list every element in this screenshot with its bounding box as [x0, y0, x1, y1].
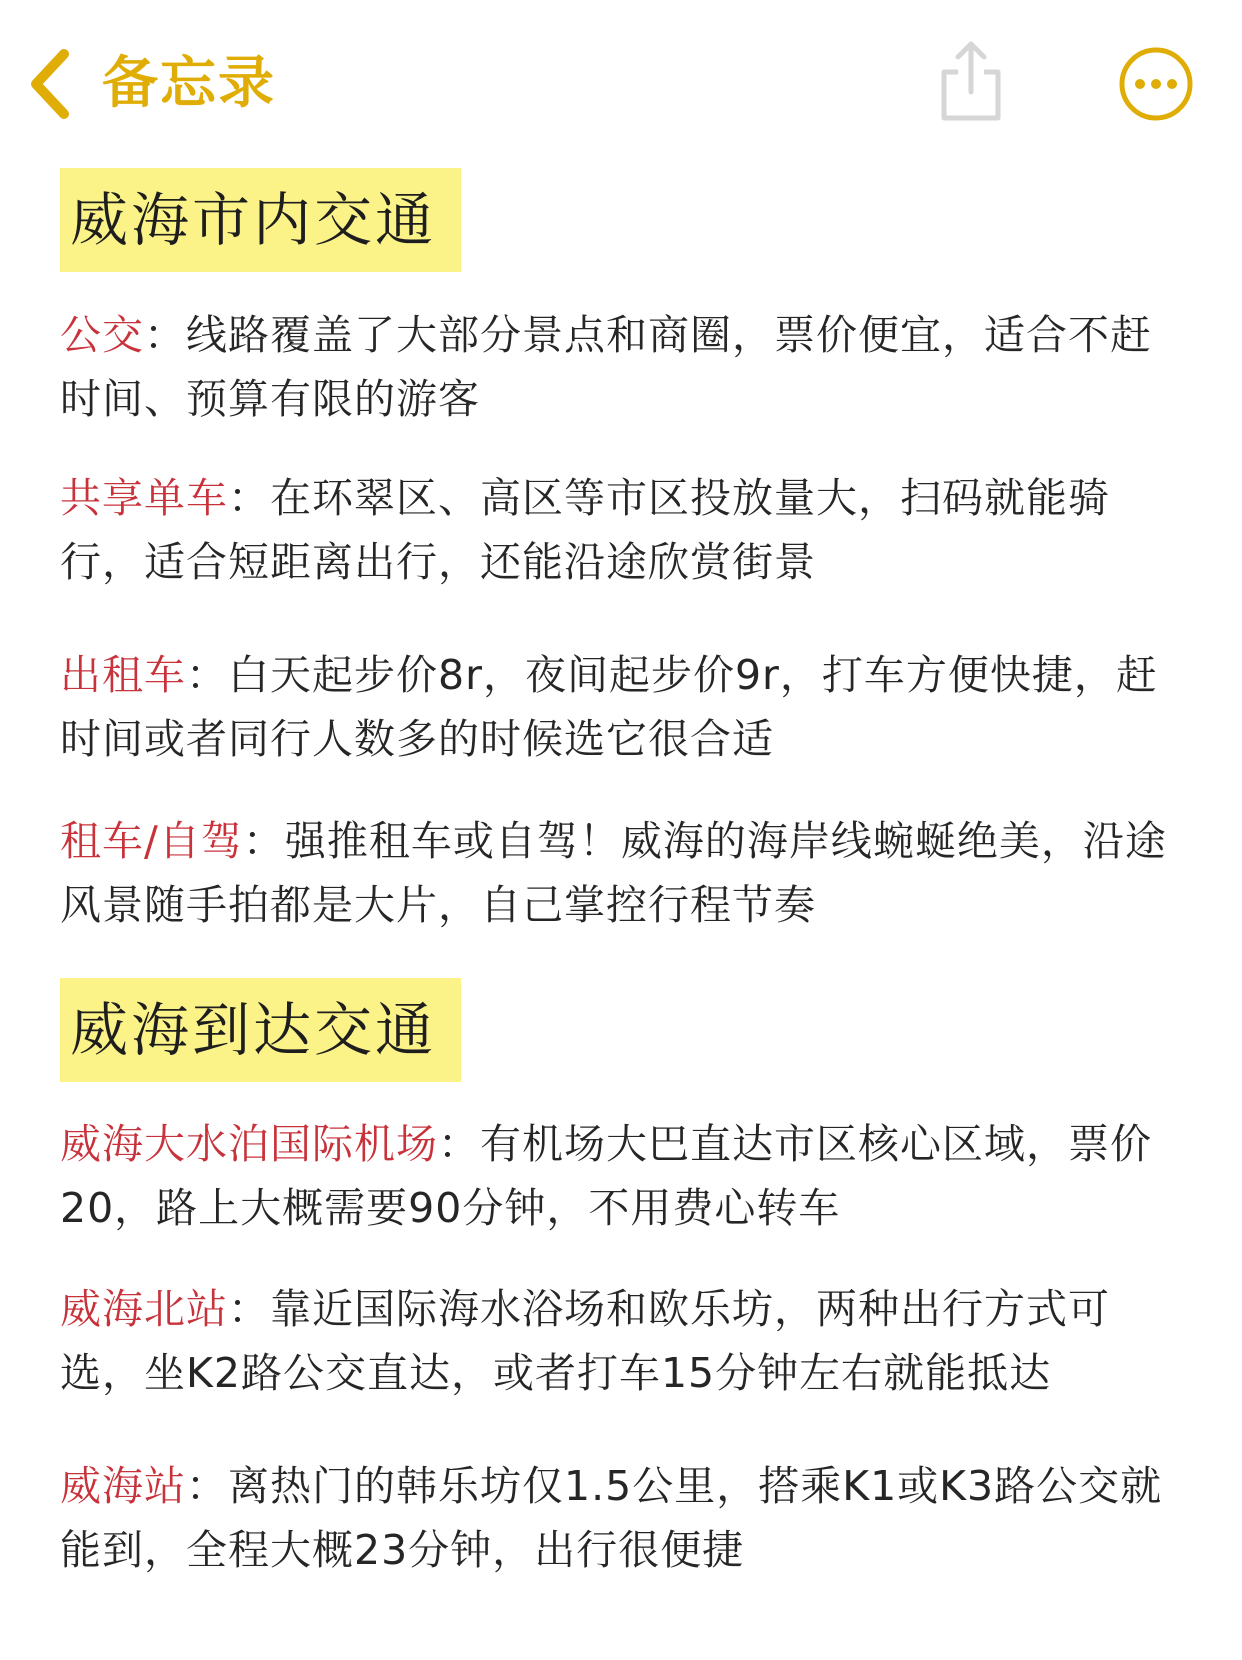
- entry-car-rental: 租车/自驾：强推租车或自驾！威海的海岸线蜿蜒绝美，沿途风景随手拍都是大片，自己掌控行程节奏: [60, 817, 1167, 929]
- share-icon: [936, 38, 1006, 124]
- entry-text: 有机场大巴直达市区核心区域，票价20，路上大概需要90分钟，不用费心转车: [60, 1120, 1152, 1232]
- entry-weihai-station: 威海站：离热门的韩乐坊仅1.5公里，搭乘K1或K3路公交就能到，全程大概23分钟，出行很便捷: [60, 1462, 1163, 1574]
- back-button[interactable]: [28, 48, 276, 120]
- entry-label: 威海大水泊国际机场: [60, 1120, 438, 1168]
- entry-text: 离热门的韩乐坊仅1.5公里，搭乘K1或K3路公交就能到，全程大概23分钟，出行很便捷: [60, 1462, 1163, 1574]
- back-button-label: 备忘录: [102, 51, 276, 116]
- entry-label: 公交: [60, 311, 144, 359]
- entry-taxi: 出租车：白天起步价8r，夜间起步价9r，打车方便快捷，赶时间或者同行人数多的时候选它很合适: [60, 651, 1158, 763]
- entry-text: 在环翠区、高区等市区投放量大，扫码就能骑行，适合短距离出行，还能沿途欣赏街景: [60, 474, 1110, 586]
- entry-shared-bike: 共享单车：在环翠区、高区等市区投放量大，扫码就能骑行，适合短距离出行，还能沿途欣赏街景: [60, 474, 1110, 586]
- navigation-bar: [0, 0, 1242, 160]
- entry-label: 威海北站: [60, 1285, 228, 1333]
- entry-label: 威海站: [60, 1462, 186, 1510]
- entry-text: 白天起步价8r，夜间起步价9r，打车方便快捷，赶时间或者同行人数多的时候选它很合适: [60, 651, 1158, 763]
- entry-text: 靠近国际海水浴场和欧乐坊，两种出行方式可选，坐K2路公交直达，或者打车15分钟左右就能抵达: [60, 1285, 1110, 1397]
- entry-text: 强推租车或自驾！威海的海岸线蜿蜒绝美，沿途风景随手拍都是大片，自己掌控行程节奏: [60, 817, 1167, 929]
- entry-label: 共享单车: [60, 474, 228, 522]
- more-options-icon: [1118, 46, 1194, 122]
- entry-label: 出租车: [60, 651, 186, 699]
- entry-text: 线路覆盖了大部分景点和商圈，票价便宜，适合不赶时间、预算有限的游客: [60, 311, 1152, 423]
- entry-weihai-north-station: 威海北站：靠近国际海水浴场和欧乐坊，两种出行方式可选，坐K2路公交直达，或者打车15分钟左右就能抵达: [60, 1285, 1110, 1397]
- entry-bus: 公交：线路覆盖了大部分景点和商圈，票价便宜，适合不赶时间、预算有限的游客: [60, 311, 1152, 423]
- entry-airport: 威海大水泊国际机场：有机场大巴直达市区核心区域，票价20，路上大概需要90分钟，不用费心转车: [60, 1120, 1152, 1232]
- section-title-city-transport: 威海市内交通: [60, 168, 461, 272]
- chevron-left-icon: [28, 48, 72, 120]
- share-button[interactable]: [936, 38, 1006, 124]
- more-options-button[interactable]: [1118, 46, 1194, 122]
- entry-label: 租车/自驾: [60, 817, 243, 865]
- section-title-arrival-transport: 威海到达交通: [60, 978, 461, 1082]
